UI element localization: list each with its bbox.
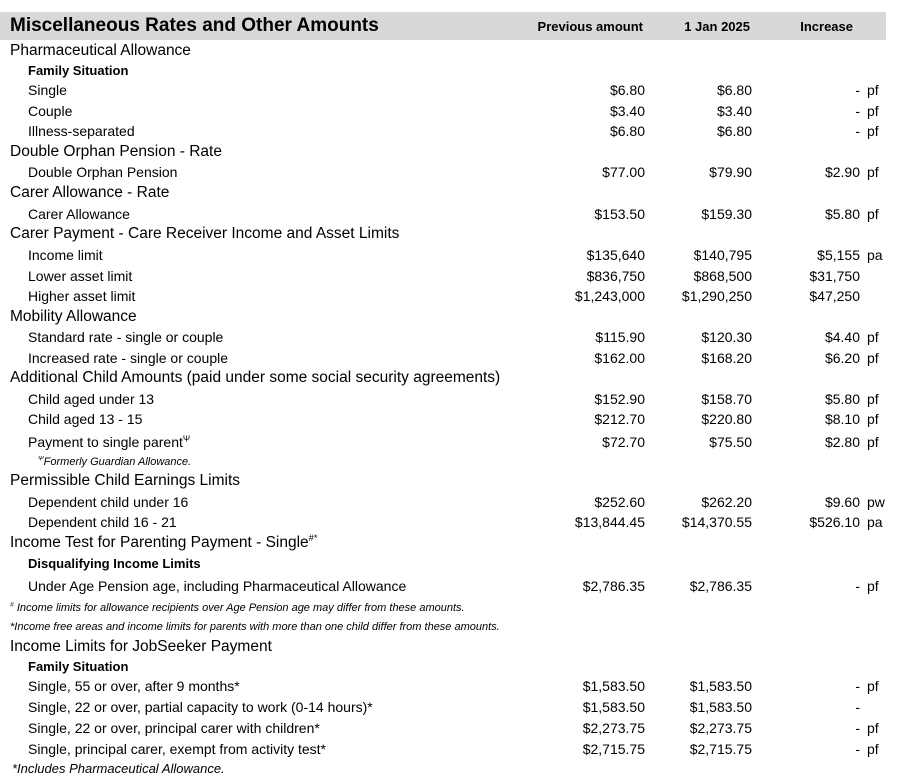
previous-amount-value: $115.90 xyxy=(595,329,645,346)
current-amount-value: $158.70 xyxy=(701,391,752,408)
increase-value: $8.10 xyxy=(824,411,860,428)
frequency-label: pa xyxy=(867,514,883,531)
section-header-double-orphan-pension xyxy=(0,141,908,162)
increase-value: $2.90 xyxy=(824,164,860,181)
table-row xyxy=(0,512,908,532)
footnote-star-income-free-areas: *Income free areas and income limits for parents with more than one child differ from these amounts. xyxy=(10,620,500,633)
previous-amount-value: $135,640 xyxy=(586,247,645,264)
footnote-row xyxy=(0,759,908,777)
table-row xyxy=(0,573,908,598)
table-row xyxy=(0,327,908,347)
current-amount-value: $868,500 xyxy=(693,267,752,284)
previous-amount-value: $6.80 xyxy=(609,82,645,99)
frequency-label: pf xyxy=(867,740,879,757)
frequency-label: pw xyxy=(867,493,885,510)
row-label: Single, principal carer, exempt from activity test* xyxy=(28,740,327,757)
subheader-label: Family Situation xyxy=(28,658,129,674)
subheader-label: Family Situation xyxy=(28,63,129,78)
row-label: Single xyxy=(28,82,67,99)
section-title: Double Orphan Pension - Rate xyxy=(10,142,222,160)
frequency-label: pf xyxy=(867,164,879,181)
column-header-increase: Increase xyxy=(800,18,853,34)
increase-value: - xyxy=(855,577,860,594)
frequency-label: pf xyxy=(867,433,879,450)
footnote-row xyxy=(0,617,908,636)
increase-value: - xyxy=(855,82,860,99)
frequency-label: pf xyxy=(867,677,879,694)
increase-value: - xyxy=(855,102,860,119)
increase-value: $5,155 xyxy=(817,247,860,264)
section-title: Income Test for Parenting Payment - Single#* xyxy=(10,533,318,552)
page-title: Miscellaneous Rates and Other Amounts xyxy=(10,15,379,36)
current-amount-value: $79.90 xyxy=(709,164,752,181)
previous-amount-value: $1,583.50 xyxy=(582,677,645,694)
previous-amount-value: $2,273.75 xyxy=(582,719,645,736)
current-amount-value: $6.80 xyxy=(716,82,752,99)
section-title: Income Limits for JobSeeker Payment xyxy=(10,637,272,655)
table-row xyxy=(0,204,908,224)
row-label: Lower asset limit xyxy=(28,267,133,284)
increase-value: $9.60 xyxy=(824,493,860,510)
section-header-additional-child-amounts xyxy=(0,368,908,389)
increase-value: $47,250 xyxy=(809,287,860,304)
table-row xyxy=(0,348,908,368)
section-title: Carer Allowance - Rate xyxy=(10,184,170,202)
frequency-label: pf xyxy=(867,122,879,139)
frequency-label: pa xyxy=(867,247,883,264)
current-amount-value: $75.50 xyxy=(709,433,752,450)
table-row xyxy=(0,80,908,100)
current-amount-value: $140,795 xyxy=(693,247,752,264)
footnote-hash-income-limits: # Income limits for allowance recipients over Age Pension age may differ from these amounts. xyxy=(10,601,465,614)
current-amount-value: $6.80 xyxy=(716,122,752,139)
section-header-mobility-allowance xyxy=(0,306,908,327)
row-label: Carer Allowance xyxy=(28,205,130,222)
row-label: Illness-separated xyxy=(28,122,135,139)
row-label: Payment to single parent$^\Psi$ xyxy=(28,433,191,450)
current-amount-value: $2,786.35 xyxy=(689,577,752,594)
frequency-label: pf xyxy=(867,102,879,119)
table-row xyxy=(0,696,908,717)
row-label: Single, 55 or over, after 9 months* xyxy=(28,677,240,694)
footnote-row xyxy=(0,598,908,617)
subheader-family-situation xyxy=(0,657,908,675)
frequency-label: pf xyxy=(867,329,879,346)
table-row xyxy=(0,162,908,182)
previous-amount-value: $77.00 xyxy=(602,164,645,181)
frequency-label: pf xyxy=(867,577,879,594)
footnote-marker-hash-star: #* xyxy=(308,533,318,544)
previous-amount-value: $3.40 xyxy=(609,102,645,119)
increase-value: $5.80 xyxy=(824,205,860,222)
increase-value: $526.10 xyxy=(809,514,860,531)
row-label: Single, 22 or over, principal carer with children* xyxy=(28,719,320,736)
increase-value: - xyxy=(855,719,860,736)
frequency-label: pf xyxy=(867,391,879,408)
row-label: Higher asset limit xyxy=(28,287,136,304)
section-header-pharmaceutical-allowance xyxy=(0,40,908,61)
section-title: Permissible Child Earnings Limits xyxy=(10,472,240,490)
footnote-marker-psi: Ψ xyxy=(182,433,191,444)
current-amount-value: $14,370.55 xyxy=(681,514,752,531)
footnote-marker-psi: Ψ xyxy=(38,455,44,463)
table-row xyxy=(0,100,908,120)
increase-value: $6.20 xyxy=(824,349,860,366)
row-label: Couple xyxy=(28,102,73,119)
row-label: Increased rate - single or couple xyxy=(28,349,228,366)
row-label: Child aged under 13 xyxy=(28,391,155,408)
increase-value: $4.40 xyxy=(824,329,860,346)
current-amount-value: $220.80 xyxy=(701,411,752,428)
table-row xyxy=(0,265,908,285)
increase-value: - xyxy=(855,122,860,139)
current-amount-value: $168.20 xyxy=(701,349,752,366)
section-header-jobseeker-income-limits xyxy=(0,636,908,657)
subheader-family-situation xyxy=(0,61,908,80)
column-header-1-jan-2025: 1 Jan 2025 xyxy=(684,18,750,34)
row-label: Income limit xyxy=(28,247,103,264)
row-label: Dependent child under 16 xyxy=(28,493,189,510)
table-row xyxy=(0,245,908,265)
section-header-income-test-parenting-payment xyxy=(0,532,908,554)
section-header-carer-allowance xyxy=(0,183,908,204)
table-header xyxy=(0,12,886,40)
row-label: Standard rate - single or couple xyxy=(28,329,224,346)
section-header-carer-payment-limits xyxy=(0,224,908,245)
previous-amount-value: $212.70 xyxy=(594,411,645,428)
footnote-row xyxy=(0,454,908,471)
previous-amount-value: $153.50 xyxy=(594,205,645,222)
section-title: Additional Child Amounts (paid under some social security agreements) xyxy=(10,369,501,387)
subheader-disqualifying-income-limits xyxy=(0,554,908,573)
frequency-label: pf xyxy=(867,349,879,366)
increase-value: $5.80 xyxy=(824,391,860,408)
table-row xyxy=(0,389,908,409)
previous-amount-value: $1,243,000 xyxy=(574,287,645,304)
previous-amount-value: $162.00 xyxy=(594,349,645,366)
row-label: Single, 22 or over, partial capacity to work (0-14 hours)* xyxy=(28,698,373,715)
row-label: Dependent child 16 - 21 xyxy=(28,514,177,531)
row-label: Child aged 13 - 15 xyxy=(28,411,143,428)
current-amount-value: $2,273.75 xyxy=(689,719,752,736)
previous-amount-value: $72.70 xyxy=(602,433,645,450)
increase-value: $2.80 xyxy=(824,433,860,450)
table-row xyxy=(0,286,908,306)
current-amount-value: $1,290,250 xyxy=(681,287,752,304)
footnote-includes-pharmaceutical-allowance: *Includes Pharmaceutical Allowance. xyxy=(12,760,225,776)
section-title: Mobility Allowance xyxy=(10,307,137,325)
previous-amount-value: $6.80 xyxy=(609,122,645,139)
row-label: Double Orphan Pension xyxy=(28,164,178,181)
current-amount-value: $3.40 xyxy=(716,102,752,119)
footnote-marker-hash: # xyxy=(10,601,14,609)
section-title: Carer Payment - Care Receiver Income and Asset Limits xyxy=(10,225,400,243)
increase-value: - xyxy=(855,698,860,715)
table-row xyxy=(0,409,908,429)
table-row xyxy=(0,492,908,512)
previous-amount-value: $2,786.35 xyxy=(582,577,645,594)
previous-amount-value: $1,583.50 xyxy=(582,698,645,715)
footnote-guardian-allowance: $^\Psi$Formerly Guardian Allowance. xyxy=(38,455,192,469)
row-label: Under Age Pension age, including Pharmaceutical Allowance xyxy=(28,577,407,594)
previous-amount-value: $252.60 xyxy=(594,493,645,510)
frequency-label: pf xyxy=(867,411,879,428)
previous-amount-value: $13,844.45 xyxy=(574,514,645,531)
table-row xyxy=(0,738,908,759)
previous-amount-value: $2,715.75 xyxy=(582,740,645,757)
frequency-label: pf xyxy=(867,719,879,736)
increase-value: - xyxy=(855,677,860,694)
table-row xyxy=(0,430,908,454)
table-row xyxy=(0,675,908,696)
section-header-permissible-child-earnings xyxy=(0,471,908,492)
table-row xyxy=(0,121,908,141)
previous-amount-value: $152.90 xyxy=(594,391,645,408)
increase-value: $31,750 xyxy=(809,267,860,284)
increase-value: - xyxy=(855,740,860,757)
current-amount-value: $159.30 xyxy=(701,205,752,222)
previous-amount-value: $836,750 xyxy=(586,267,645,284)
subheader-label: Disqualifying Income Limits xyxy=(28,556,201,572)
current-amount-value: $1,583.50 xyxy=(689,698,752,715)
table-row xyxy=(0,717,908,738)
current-amount-value: $120.30 xyxy=(701,329,752,346)
frequency-label: pf xyxy=(867,205,879,222)
current-amount-value: $1,583.50 xyxy=(689,677,752,694)
current-amount-value: $2,715.75 xyxy=(689,740,752,757)
column-header-previous-amount: Previous amount xyxy=(537,18,643,34)
current-amount-value: $262.20 xyxy=(701,493,752,510)
frequency-label: pf xyxy=(867,82,879,99)
section-title: Pharmaceutical Allowance xyxy=(10,41,191,59)
